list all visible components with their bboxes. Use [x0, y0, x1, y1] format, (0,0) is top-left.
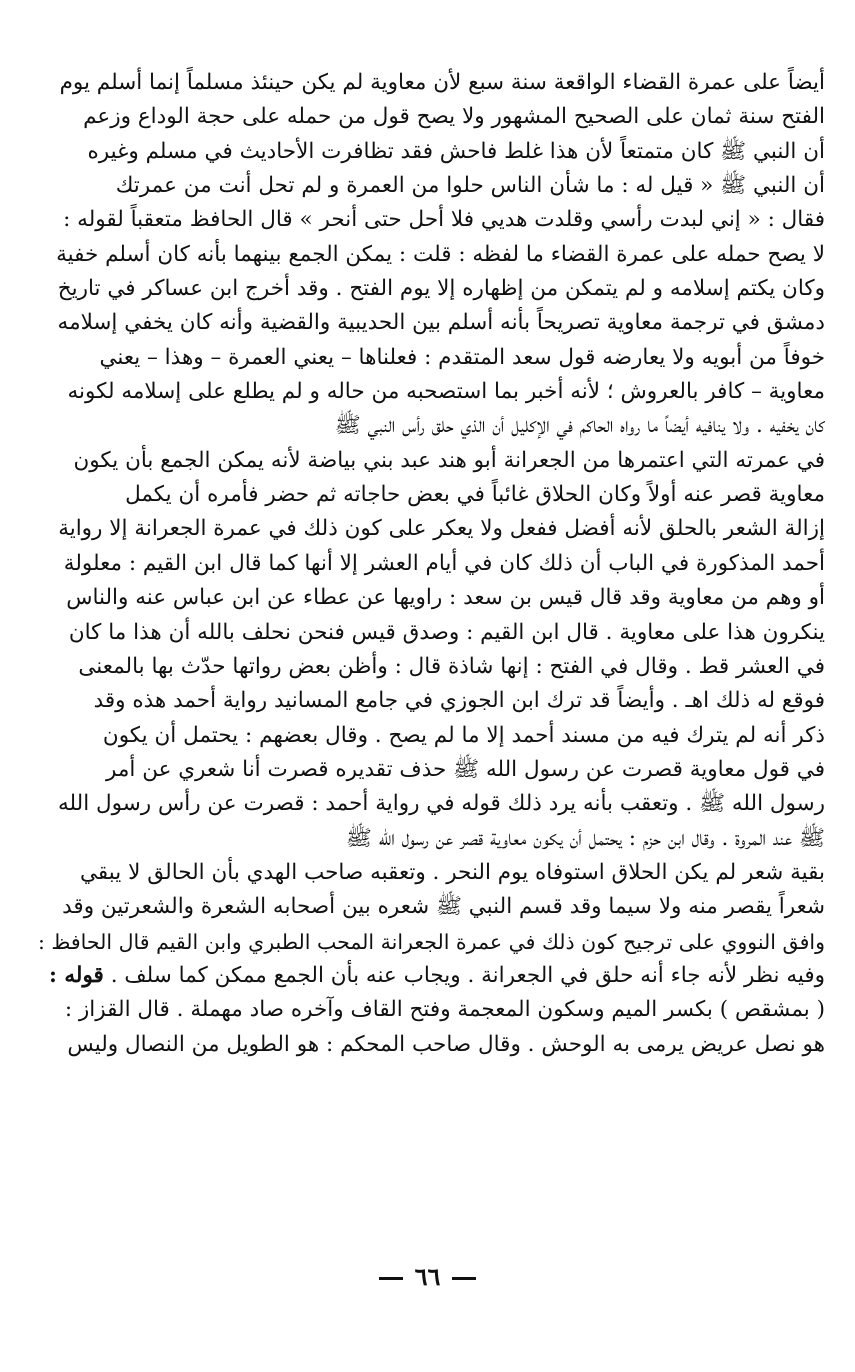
- text-line-13: معاوية قصر عنه أولاً وكان الحلاق غائباً في بعض حاجاته ثم حضر فأمره أن يكمل: [125, 482, 825, 508]
- page-number: ٦٦: [414, 1262, 441, 1291]
- page-text: [30, 66, 825, 1062]
- text-line-26: وافق النووي على ترجيح كون ذلك في عمرة الجعرانة المحب الطبري وابن القيم قال الحافظ :: [38, 929, 825, 954]
- page-footer: [0, 1262, 855, 1291]
- text-line-3: أن النبي ﷺ كان متمتعاً لأن هذا غلط فاحش فقد تظافرت الأحاديث في مسلم وغيره: [87, 138, 825, 164]
- text-line-29: هو نصل عريض يرمى به الوحش . وقال صاحب المحكم : هو الطويل من النصال وليس: [67, 1031, 825, 1057]
- text-line-27-body: وفيه نظر لأنه جاء أنه حلق في الجعرانة . ويجاب عنه بأن الجمع ممكن كما سلف .: [110, 962, 825, 988]
- text-line-27: [30, 959, 825, 993]
- text-line-25: شعراً يقصر منه ولا سيما وقد قسم النبي ﷺ شعره بين أصحابه الشعرة والشعرتين وقد: [62, 894, 825, 920]
- text-line-14: إزالة الشعر بالحلق لأنه أفضل ففعل ولا يعكر على كون ذلك في عمرة الجعرانة إلا رواية: [58, 516, 825, 542]
- text-line-20: ذكر أنه لم يترك فيه من مسند أحمد إلا ما لم يصح . وقال بعضهم : يحتمل أن يكون: [102, 722, 825, 748]
- qawluhu-heading: قوله :: [48, 962, 104, 988]
- footer-dash-right: [452, 1277, 476, 1280]
- text-line-24: بقية شعر لم يكن الحلاق استوفاه يوم النحر . وتعقبه صاحب الهدي بأن الحالق لا يبقي: [80, 859, 825, 885]
- text-line-16: أو وهم من معاوية وقد قال قيس بن سعد : راويها عن عطاء عن ابن عباس عنه والناس: [66, 585, 825, 611]
- text-line-7: وكان يكتم إسلامه و لم يتمكن من إظهاره إلا يوم الفتح . وقد أخرج ابن عساكر في تاريخ: [57, 276, 825, 302]
- text-line-10: معاوية – كافر بالعروش ؛ لأنه أخبر بما استصحبه من حاله و لم يطلع على إسلامه لكونه: [67, 379, 825, 405]
- text-line-4: أن النبي ﷺ « قيل له : ما شأن الناس حلوا من العمرة و لم تحل أنت من عمرتك: [115, 173, 825, 199]
- text-line-23: ﷺ عند المروة . وقال ابن حزم : يحتمل أن يكون معاوية قصر عن رسول الله ﷺ: [345, 825, 825, 851]
- text-line-18: في العشر قط . وقال في الفتح : إنها شاذة قال : وأظن بعض رواتها حدّث بها بالمعنى: [78, 653, 825, 679]
- footer-dash-left: [379, 1277, 403, 1280]
- text-line-21: في قول معاوية قصرت عن رسول الله ﷺ حذف تقديره قصرت أنا شعري عن أمر: [106, 756, 825, 782]
- text-line-6: لا يصح حمله على عمرة القضاء ما لفظه : قلت : يمكن الجمع بينهما بأنه كان أسلم خفية: [56, 241, 825, 267]
- text-line-2: الفتح سنة ثمان على الصحيح المشهور ولا يصح قول من حمله على حجة الوداع وزعم: [83, 104, 825, 130]
- text-line-17: ينكرون هذا على معاوية . قال ابن القيم : وصدق قيس فنحن نحلف بالله أن هذا ما كان: [68, 619, 825, 645]
- text-line-15: أحمد المذكورة في الباب أن ذلك كان في أيام العشر إلا أنها كما قال ابن القيم : معلولة: [63, 550, 825, 576]
- text-line-11: كان يخفيه . ولا ينافيه أيضاً ما رواه الحاكم في الإكليل أن الذي حلق رأس النبي ﷺ: [334, 413, 825, 439]
- text-line-22: رسول الله ﷺ . وتعقب بأنه يرد ذلك قوله في رواية أحمد : قصرت عن رأس رسول الله: [58, 791, 825, 817]
- text-line-1: أيضاً على عمرة القضاء الواقعة سنة سبع لأن معاوية لم يكن حينئذ مسلماً إنما أسلم يوم: [59, 70, 825, 95]
- text-line-28: ( بمشقص ) بكسر الميم وسكون المعجمة وفتح القاف وآخره صاد مهملة . قال القزاز :: [64, 997, 825, 1023]
- text-line-8: دمشق في ترجمة معاوية تصريحاً بأنه أسلم بين الحديبية والقضية وأنه كان يخفي إسلامه: [57, 310, 825, 336]
- text-line-12: في عمرته التي اعتمرها من الجعرانة أبو هند عبد بني بياضة لأنه يمكن الجمع بأن يكون: [73, 447, 825, 473]
- text-line-19: فوقع له ذلك اهـ . وأيضاً قد ترك ابن الجوزي في جامع المسانيد رواية أحمد هذه وقد: [93, 688, 825, 714]
- text-line-5: فقال : « إني لبدت رأسي وقلدت هديي فلا أحل حتى أنحر » قال الحافظ متعقباً لقوله :: [63, 207, 825, 233]
- text-line-9: خوفاً من أبويه ولا يعارضه قول سعد المتقدم : فعلناها – يعني العمرة – وهذا – يعني: [99, 344, 825, 370]
